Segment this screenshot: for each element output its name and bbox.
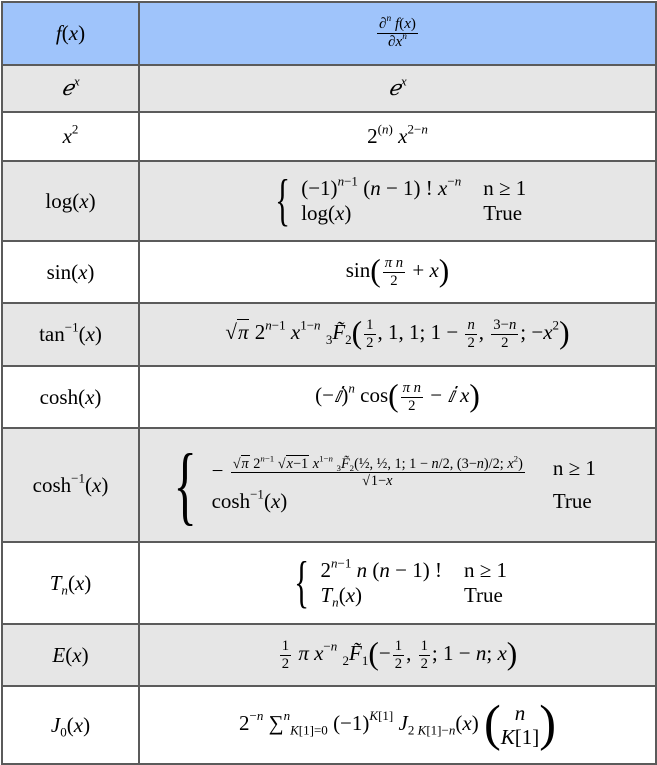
function-cell: $\cosh^{-1}(x)$ (2, 428, 139, 542)
condition-label: n ≥ 1 (552, 455, 596, 480)
derivative-cell: { $2^{n-1}$ n (n − 1) ! n ≥ 1 $T_n(x)$ True (139, 542, 656, 624)
condition-label: True (463, 583, 503, 607)
derivative-table (1, 1, 657, 765)
function-cell: cosh(x) (2, 366, 139, 428)
condition-label: True (552, 489, 592, 514)
table-row-elliptic-e (2, 624, 656, 686)
table-row-bessel-j0 (2, 686, 656, 764)
condition-label: True (483, 201, 523, 225)
table-row-exp (2, 65, 656, 112)
function-cell: $T_n(x)$ (2, 542, 139, 624)
function-cell: $x^2$ (2, 112, 139, 161)
header-derivative: $\frac{\partial^n f(x)}{\partial x^n}$ (139, 2, 656, 65)
function-cell: ℯ$^x$ (2, 65, 139, 112)
condition-label: n ≥ 1 (463, 558, 507, 582)
derivative-cell: ℯ$^x$ (139, 65, 656, 112)
table-row-chebyshev (2, 542, 656, 624)
header-row (2, 2, 656, 65)
table-row-sin (2, 241, 656, 303)
table-row-cosh (2, 366, 656, 428)
function-cell: $J_0(x)$ (2, 686, 139, 764)
table-row-square (2, 112, 656, 161)
derivative-cell: { − $\frac{√\pi 2^{n-1} √x-1 x^{1-n} _3F̃_2(\frac{1}{2}, \frac{1}{2}, 1; 1 - n/2, (3-n)/2; x^2)}{√1-x}$ n ≥ 1 $\cosh^{-1}(x)$ True (139, 428, 656, 542)
function-cell: sin(x) (2, 241, 139, 303)
table-row-log (2, 161, 656, 241)
function-cell: E(x) (2, 624, 139, 686)
derivative-cell: { $(-1)^{n-1}$ (n − 1) ! $x^{-n}$ n ≥ 1 log(x) True (139, 161, 656, 241)
table-row-arccosh (2, 428, 656, 542)
derivative-cell: $2^{-n}$ ∑$^n_{K[1]=0}$ $(-1)^{K[1]}$ $J_{2 K[1]-n}(x)$ ( n K[1] ) (139, 686, 656, 764)
derivative-cell: sin( $\frac{\text{π n}}{2}$ + x) (139, 241, 656, 303)
derivative-cell: (−ⅈ)$^n$ cos( $\frac{\text{π n}}{2}$ − ⅈ x) (139, 366, 656, 428)
derivative-cell: $\frac{1}{2}$ π $x^{-n}$ $_2F̃_1(-$ $\frac{1}{2}$ , $\frac{1}{2}$ ; 1 − n; x) (139, 624, 656, 686)
function-cell: log(x) (2, 161, 139, 241)
function-cell: $\tan^{-1}(x)$ (2, 303, 139, 366)
derivative-cell: 2$^{(n)}$ $x^{2-n}$ (139, 112, 656, 161)
condition-label: n ≥ 1 (483, 176, 527, 200)
table-row-arctan (2, 303, 656, 366)
header-function: f(x) (2, 2, 139, 65)
derivative-cell: √π $2^{n-1}$ $x^{1-n}$ $_3F̃_2$( $\frac{1}{2}$ , 1, 1; 1 − $\frac{n}{2}$ , $\frac{3-n}{2}$ ; $-x^2$) (139, 303, 656, 366)
